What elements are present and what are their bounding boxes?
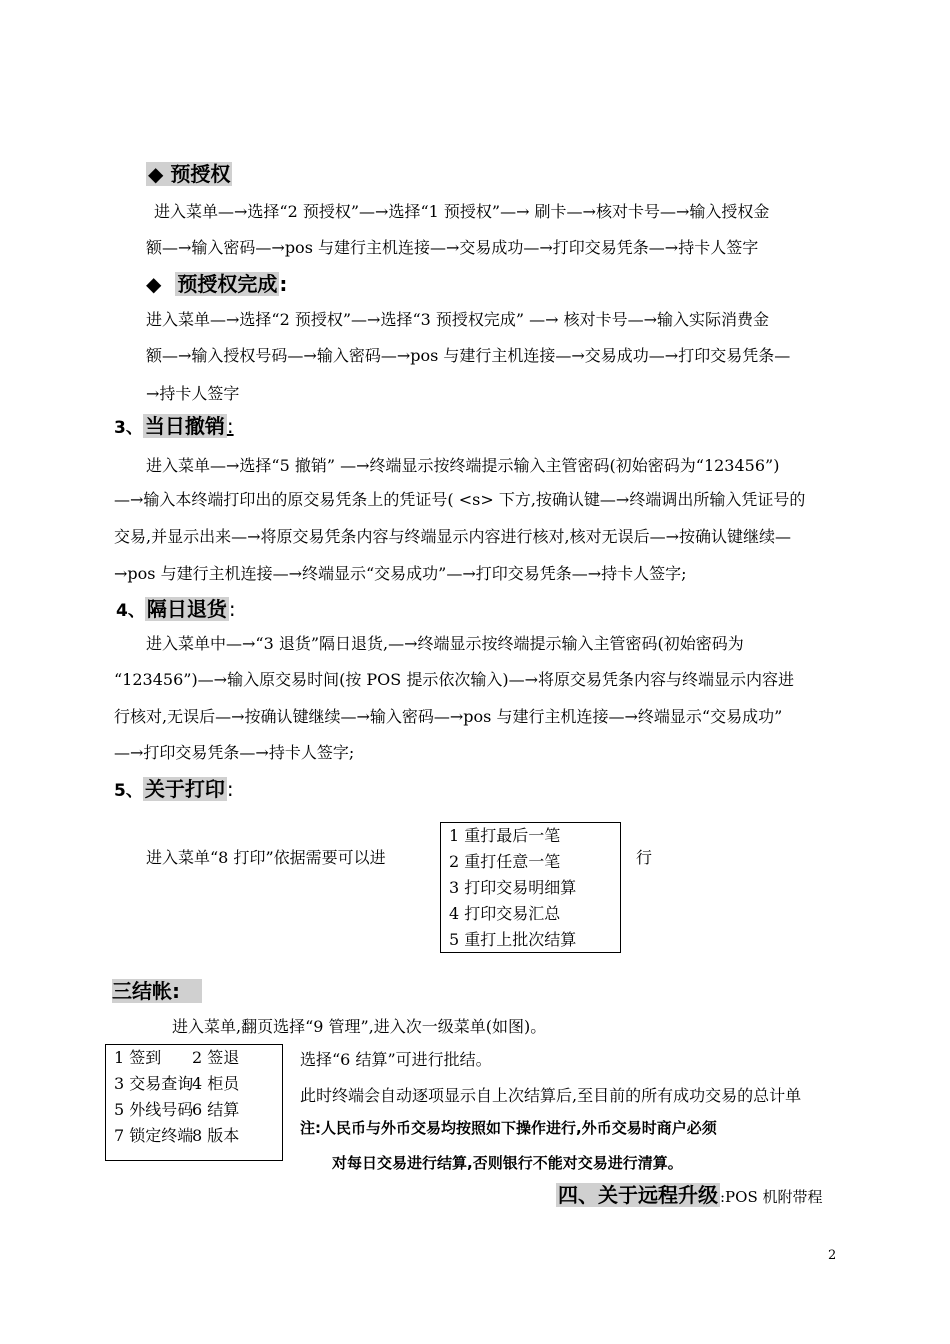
menu-item: 6 结算 bbox=[192, 1100, 240, 1119]
paragraph-line: 交易,并显示出来—→将原交易凭条内容与终端显示内容进行核对,核对无误后—→按确认键继续— bbox=[114, 527, 791, 546]
menu-item: 2 签退 bbox=[192, 1048, 240, 1067]
paragraph-line: —→输入本终端打印出的原交易凭条上的凭证号( <s> 下方,按确认键—→终端调出所输入凭证号的 bbox=[114, 490, 806, 509]
menu-item: 7 锁定终端 bbox=[114, 1126, 194, 1145]
diamond-bullet-icon: ◆ bbox=[146, 272, 162, 296]
paragraph-line: →持卡人签字 bbox=[146, 384, 240, 403]
print-option: 3 打印交易明细算 bbox=[449, 878, 577, 897]
paragraph-line: 进入菜单—→选择“2 预授权”—→选择“3 预授权完成” —→ 核对卡号—→输入实际消费金 bbox=[146, 310, 770, 329]
menu-item: 4 柜员 bbox=[192, 1074, 240, 1093]
manage-menu-box bbox=[105, 1044, 283, 1161]
section-heading-printing: 5、 关于打印 : bbox=[114, 777, 234, 801]
note-line: 对每日交易进行结算,否则银行不能对交易进行清算。 bbox=[332, 1154, 683, 1172]
menu-item: 8 版本 bbox=[192, 1126, 240, 1145]
page-number: 2 bbox=[828, 1248, 837, 1263]
paragraph-line: —→打印交易凭条—→持卡人签字; bbox=[114, 743, 355, 762]
paragraph-line: 进入菜单“8 打印”依据需要可以进 bbox=[146, 848, 386, 867]
print-option: 4 打印交易汇总 bbox=[449, 904, 561, 923]
menu-item: 1 签到 bbox=[114, 1048, 162, 1067]
paragraph-line: 行 bbox=[636, 848, 653, 867]
menu-item: 3 交易查询 bbox=[114, 1074, 194, 1093]
paragraph-line: 额—→输入授权号码—→输入密码—→pos 与建行主机连接—→交易成功—→打印交易凭条— bbox=[146, 346, 791, 365]
heading-text: 隔日退货 bbox=[146, 597, 227, 621]
section-heading-preauth bbox=[146, 162, 232, 186]
heading-text: 预授权完成 bbox=[177, 272, 278, 296]
print-option: 5 重打上批次结算 bbox=[449, 930, 577, 949]
section-heading-remote-upgrade: 四、关于远程升级 :POS 机附带程 bbox=[558, 1183, 823, 1207]
paragraph-line: 进入菜单中—→“3 退货”隔日退货,—→终端显示按终端提示输入主管密码(初始密码为 bbox=[146, 634, 744, 653]
heading-text: 预授权 bbox=[170, 162, 231, 186]
paragraph-line: 进入菜单,翻页选择“9 管理”,进入次一级菜单(如图)。 bbox=[172, 1017, 547, 1036]
heading-text: 当日撤销 bbox=[144, 414, 225, 438]
section-heading-preauth-complete: ◆ 预授权完成 : bbox=[146, 272, 288, 296]
paragraph-line: 选择“6 结算”可进行批结。 bbox=[300, 1050, 492, 1069]
paragraph-line: “123456”)—→输入原交易时间(按 POS 提示依次输入)—→将原交易凭条内容与终端显示内容进 bbox=[114, 670, 794, 689]
heading-text: 关于打印 bbox=[144, 777, 225, 801]
section-heading-settlement: 三结帐: bbox=[112, 979, 202, 1003]
paragraph-line: →pos 与建行主机连接—→终端显示“交易成功”—→打印交易凭条—→持卡人签字; bbox=[114, 564, 687, 583]
menu-item: 5 外线号码 bbox=[114, 1100, 194, 1119]
paragraph-line: 进入菜单—→选择“2 预授权”—→选择“1 预授权”—→ 刷卡—→核对卡号—→输入授权金 bbox=[154, 202, 770, 221]
print-option: 2 重打任意一笔 bbox=[449, 852, 561, 871]
heading-text: 四、关于远程升级 bbox=[558, 1183, 718, 1207]
diamond-bullet-icon: ◆ bbox=[148, 162, 164, 186]
paragraph-line: 行核对,无误后—→按确认键继续—→输入密码—→pos 与建行主机连接—→终端显示“交易成功” bbox=[114, 707, 783, 726]
paragraph-line: 此时终端会自动逐项显示自上次结算后,至目前的所有成功交易的总计单 bbox=[300, 1086, 802, 1105]
paragraph-line: 额—→输入密码—→pos 与建行主机连接—→交易成功—→打印交易凭条—→持卡人签字 bbox=[146, 238, 759, 257]
section-heading-next-day-refund: 4、 隔日退货 : bbox=[116, 597, 236, 621]
paragraph-line: 进入菜单—→选择“5 撤销” —→终端显示按终端提示输入主管密码(初始密码为“123456”) bbox=[146, 456, 780, 475]
print-options-box bbox=[440, 822, 621, 953]
print-option: 1 重打最后一笔 bbox=[449, 826, 561, 845]
note-line: 注:人民币与外币交易均按照如下操作进行,外币交易时商户必须 bbox=[300, 1119, 717, 1137]
section-heading-same-day-void: 3、 当日撤销 : bbox=[114, 414, 234, 438]
